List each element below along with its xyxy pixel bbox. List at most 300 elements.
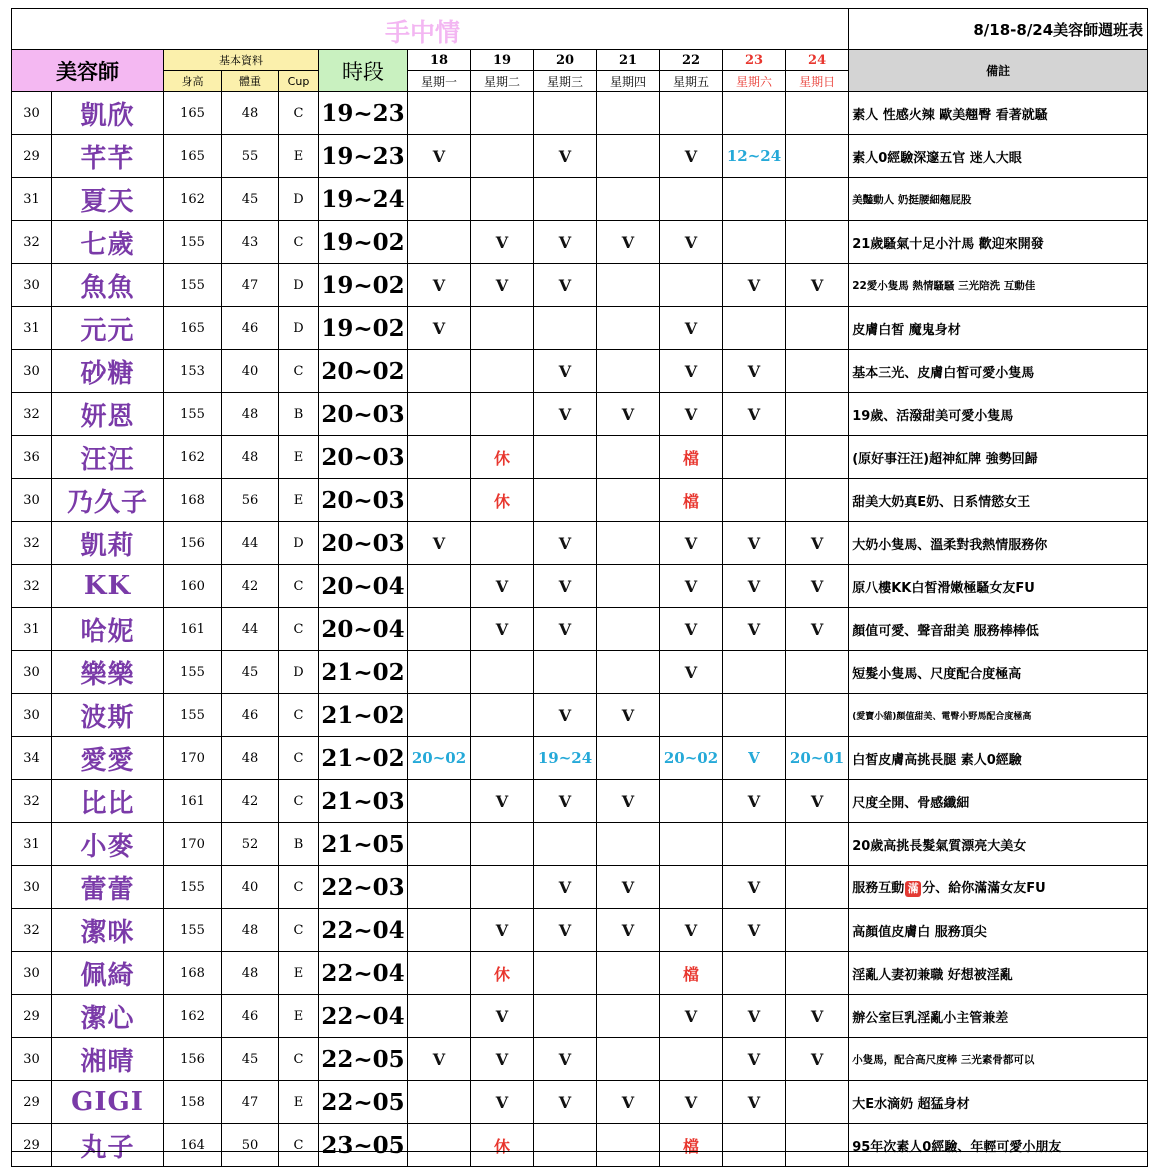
stylist-name: 湘晴 (52, 1038, 164, 1081)
day-cell-23: V (723, 565, 786, 608)
stylist-row (12, 393, 1148, 436)
note-text: 分、給你滿滿女友FU (922, 881, 1046, 897)
stylist-cup: C (279, 608, 319, 651)
stylist-height: 155 (164, 651, 222, 694)
day-cell-23 (723, 479, 786, 522)
day-cell-23: V (723, 995, 786, 1038)
day-cell-24 (786, 479, 849, 522)
day-cell-24: 20~01 (786, 737, 849, 780)
stylist-cup: C (279, 780, 319, 823)
brand-title-cell (12, 9, 849, 50)
day-cell-20 (534, 995, 597, 1038)
stylist-cup: C (279, 909, 319, 952)
stylist-height: 156 (164, 1038, 222, 1081)
stylist-time-slot: 21~05 (319, 823, 408, 866)
stylist-weight: 42 (222, 565, 279, 608)
day-cell-23 (723, 221, 786, 264)
day-cell-18 (408, 823, 471, 866)
stylist-header: 美容師 (12, 50, 164, 92)
day-cell-24 (786, 1124, 849, 1167)
stylist-age: 30 (12, 1038, 52, 1081)
day-cell-23: 12~24 (723, 135, 786, 178)
stylist-name: 魚魚 (52, 264, 164, 307)
stylist-row (12, 479, 1148, 522)
day-cell-24: V (786, 522, 849, 565)
day-cell-20 (534, 1124, 597, 1167)
stylist-height: 158 (164, 1081, 222, 1124)
day-cell-21 (597, 952, 660, 995)
day-cell-22 (660, 92, 723, 135)
stylist-row (12, 307, 1148, 350)
day-cell-23: V (723, 909, 786, 952)
day-cell-20 (534, 823, 597, 866)
day-cell-21 (597, 135, 660, 178)
day-cell-20: V (534, 608, 597, 651)
day-cell-19: V (471, 995, 534, 1038)
day-cell-20: V (534, 694, 597, 737)
day-cell-20: V (534, 264, 597, 307)
stylist-age: 32 (12, 909, 52, 952)
day-cell-21 (597, 565, 660, 608)
stylist-height: 170 (164, 737, 222, 780)
stylist-age: 30 (12, 350, 52, 393)
day-cell-20 (534, 307, 597, 350)
day-cell-24 (786, 92, 849, 135)
stylist-height: 155 (164, 264, 222, 307)
stylist-name: 夏天 (52, 178, 164, 221)
stylist-age: 32 (12, 780, 52, 823)
day-cell-18 (408, 694, 471, 737)
day-cell-21 (597, 436, 660, 479)
weekday-header-thu: 星期四 (597, 71, 660, 92)
day-cell-19 (471, 307, 534, 350)
stylist-row (12, 608, 1148, 651)
stylist-name: 比比 (52, 780, 164, 823)
day-cell-21 (597, 307, 660, 350)
day-cell-20 (534, 92, 597, 135)
stylist-time-slot: 20~04 (319, 565, 408, 608)
notes-header: 備註 (849, 50, 1148, 92)
stylist-cup: D (279, 522, 319, 565)
day-cell-21 (597, 651, 660, 694)
day-cell-24 (786, 178, 849, 221)
stylist-name: 佩綺 (52, 952, 164, 995)
day-cell-18 (408, 1081, 471, 1124)
day-cell-22: 20~02 (660, 737, 723, 780)
day-cell-24 (786, 307, 849, 350)
day-cell-19: 休 (471, 952, 534, 995)
day-cell-23: V (723, 1038, 786, 1081)
stylist-age: 30 (12, 866, 52, 909)
stylist-time-slot: 22~04 (319, 995, 408, 1038)
stylist-time-slot: 20~04 (319, 608, 408, 651)
day-cell-23 (723, 694, 786, 737)
day-cell-20 (534, 178, 597, 221)
day-cell-18: V (408, 307, 471, 350)
day-cell-18 (408, 565, 471, 608)
stylist-note: 甜美大奶真E奶、日系情慾女王 (849, 479, 1148, 522)
stylist-weight: 46 (222, 307, 279, 350)
stylist-time-slot: 22~05 (319, 1038, 408, 1081)
day-cell-22: 檔 (660, 479, 723, 522)
stylist-time-slot: 20~03 (319, 522, 408, 565)
stylist-note: 基本三光、皮膚白皙可愛小隻馬 (849, 350, 1148, 393)
day-cell-22: V (660, 393, 723, 436)
day-cell-24 (786, 694, 849, 737)
stylist-age: 30 (12, 651, 52, 694)
stylist-cup: C (279, 92, 319, 135)
stylist-time-slot: 19~23 (319, 135, 408, 178)
weekday-header-fri: 星期五 (660, 71, 723, 92)
stylist-time-slot: 19~02 (319, 221, 408, 264)
stylist-name: 七歲 (52, 221, 164, 264)
day-cell-20: V (534, 565, 597, 608)
stylist-time-slot: 20~03 (319, 436, 408, 479)
day-cell-22: V (660, 565, 723, 608)
day-cell-20: V (534, 393, 597, 436)
day-cell-19: V (471, 608, 534, 651)
stylist-height: 155 (164, 393, 222, 436)
stylist-weight: 40 (222, 350, 279, 393)
stylist-row (12, 1124, 1148, 1167)
day-cell-18 (408, 651, 471, 694)
day-cell-22: V (660, 1081, 723, 1124)
day-cell-21 (597, 264, 660, 307)
date-header-20: 20 (534, 50, 597, 71)
stylist-height: 161 (164, 608, 222, 651)
stylist-age: 29 (12, 135, 52, 178)
day-cell-19: V (471, 221, 534, 264)
stylist-name: 小麥 (52, 823, 164, 866)
day-cell-22 (660, 780, 723, 823)
stylist-height: 162 (164, 995, 222, 1038)
day-cell-20 (534, 436, 597, 479)
stylist-note: 顏值可愛、聲音甜美 服務棒棒低 (849, 608, 1148, 651)
stylist-age: 32 (12, 393, 52, 436)
stylist-note: 短髮小隻馬、尺度配合度極高 (849, 651, 1148, 694)
stylist-row (12, 178, 1148, 221)
stylist-time-slot: 21~02 (319, 694, 408, 737)
stylist-age: 29 (12, 995, 52, 1038)
stylist-name: 潔咪 (52, 909, 164, 952)
stylist-weight: 45 (222, 178, 279, 221)
stylist-age: 32 (12, 522, 52, 565)
stylist-time-slot: 20~03 (319, 393, 408, 436)
stylist-name: KK (52, 565, 164, 608)
stylist-name: 丸子 (52, 1124, 164, 1167)
stylist-cup: E (279, 436, 319, 479)
stylist-height: 155 (164, 694, 222, 737)
week-range-title: 8/18-8/24美容師週班表 (849, 9, 1148, 50)
day-cell-21: V (597, 221, 660, 264)
day-cell-18 (408, 350, 471, 393)
day-cell-19 (471, 92, 534, 135)
day-cell-24 (786, 221, 849, 264)
stylist-note: 美豔動人 奶挺腰細翹屁股 (849, 178, 1148, 221)
stylist-weight: 44 (222, 522, 279, 565)
stylist-note (849, 866, 1148, 909)
stylist-note: (原好事汪汪)超神紅牌 強勢回歸 (849, 436, 1148, 479)
day-cell-24 (786, 135, 849, 178)
stylist-height: 164 (164, 1124, 222, 1167)
day-cell-19 (471, 737, 534, 780)
day-cell-24: V (786, 608, 849, 651)
stylist-row (12, 522, 1148, 565)
stylist-note: 素人 性感火辣 歐美翹臀 看著就騷 (849, 92, 1148, 135)
day-cell-23 (723, 952, 786, 995)
stylist-height: 155 (164, 909, 222, 952)
day-cell-18 (408, 221, 471, 264)
stylist-note: 20歲高挑長髮氣質漂亮大美女 (849, 823, 1148, 866)
day-cell-21: V (597, 780, 660, 823)
weekly-schedule-table (11, 8, 1148, 1167)
day-cell-24: V (786, 1038, 849, 1081)
day-cell-23: V (723, 393, 786, 436)
stylist-cup: E (279, 479, 319, 522)
stylist-weight: 48 (222, 909, 279, 952)
day-cell-24: V (786, 565, 849, 608)
stylist-note: 尺度全開、骨感纖細 (849, 780, 1148, 823)
day-cell-20: V (534, 1081, 597, 1124)
day-cell-22: V (660, 909, 723, 952)
stylist-weight: 55 (222, 135, 279, 178)
stylist-weight: 40 (222, 866, 279, 909)
day-cell-21 (597, 522, 660, 565)
day-cell-24 (786, 350, 849, 393)
day-cell-18: 20~02 (408, 737, 471, 780)
stylist-cup: D (279, 651, 319, 694)
stylist-row (12, 436, 1148, 479)
stylist-height: 162 (164, 436, 222, 479)
day-cell-23: V (723, 737, 786, 780)
day-cell-19 (471, 651, 534, 694)
day-cell-22 (660, 1038, 723, 1081)
stylist-time-slot: 21~03 (319, 780, 408, 823)
stylist-weight: 45 (222, 651, 279, 694)
stylist-age: 32 (12, 221, 52, 264)
day-cell-18: V (408, 1038, 471, 1081)
stylist-weight: 50 (222, 1124, 279, 1167)
stylist-time-slot: 19~23 (319, 92, 408, 135)
day-cell-18 (408, 780, 471, 823)
day-cell-19: 休 (471, 1124, 534, 1167)
date-header-22: 22 (660, 50, 723, 71)
stylist-note: 大E水滴奶 超猛身材 (849, 1081, 1148, 1124)
stylist-height: 155 (164, 866, 222, 909)
day-cell-18: V (408, 264, 471, 307)
weekday-header-sat: 星期六 (723, 71, 786, 92)
stylist-age: 29 (12, 1081, 52, 1124)
day-cell-24 (786, 952, 849, 995)
day-cell-19: 休 (471, 479, 534, 522)
stylist-time-slot: 21~02 (319, 651, 408, 694)
stylist-row (12, 866, 1148, 909)
day-cell-23 (723, 178, 786, 221)
basic-info-header: 基本資料 (164, 50, 319, 71)
day-cell-20 (534, 479, 597, 522)
stylist-time-slot: 20~02 (319, 350, 408, 393)
stylist-name: 砂糖 (52, 350, 164, 393)
day-cell-21 (597, 350, 660, 393)
stylist-cup: C (279, 350, 319, 393)
day-cell-24 (786, 909, 849, 952)
day-cell-20: V (534, 780, 597, 823)
date-header-23: 23 (723, 50, 786, 71)
day-cell-20: 19~24 (534, 737, 597, 780)
stylist-note: 白皙皮膚高挑長腿 素人0經驗 (849, 737, 1148, 780)
stylist-height: 170 (164, 823, 222, 866)
stylist-name: GIGI (52, 1081, 164, 1124)
stylist-name: 汪汪 (52, 436, 164, 479)
day-cell-21: V (597, 1081, 660, 1124)
stylist-weight: 48 (222, 393, 279, 436)
stylist-cup: C (279, 565, 319, 608)
day-cell-22: V (660, 135, 723, 178)
day-cell-21: V (597, 909, 660, 952)
day-cell-21: V (597, 866, 660, 909)
stylist-weight: 47 (222, 264, 279, 307)
stylist-age: 31 (12, 823, 52, 866)
stylist-name: 波斯 (52, 694, 164, 737)
stylist-weight: 45 (222, 1038, 279, 1081)
day-cell-20: V (534, 350, 597, 393)
day-cell-21 (597, 479, 660, 522)
stylist-note: 22愛小隻馬 熱情騷騷 三光陪洗 互動佳 (849, 264, 1148, 307)
stylist-name: 凱莉 (52, 522, 164, 565)
bottom-rule (11, 1151, 1147, 1152)
stylist-weight: 46 (222, 995, 279, 1038)
stylist-age: 31 (12, 307, 52, 350)
day-cell-22: V (660, 307, 723, 350)
stylist-weight: 43 (222, 221, 279, 264)
stylist-time-slot: 23~05 (319, 1124, 408, 1167)
day-cell-20: V (534, 909, 597, 952)
day-cell-23: V (723, 866, 786, 909)
stylist-note: 大奶小隻馬、溫柔對我熱情服務你 (849, 522, 1148, 565)
note-text: 服務互動 (852, 881, 905, 897)
day-cell-20 (534, 651, 597, 694)
day-cell-24 (786, 1081, 849, 1124)
full-score-badge: 滿 (905, 881, 921, 897)
stylist-name: 蕾蕾 (52, 866, 164, 909)
stylist-row (12, 135, 1148, 178)
day-cell-19: V (471, 909, 534, 952)
day-cell-20: V (534, 221, 597, 264)
day-cell-22: V (660, 221, 723, 264)
stylist-note: 高顏值皮膚白 服務頂尖 (849, 909, 1148, 952)
stylist-time-slot: 21~02 (319, 737, 408, 780)
stylist-age: 31 (12, 608, 52, 651)
weight-header: 體重 (222, 71, 279, 92)
stylist-cup: E (279, 995, 319, 1038)
day-cell-21 (597, 178, 660, 221)
stylist-time-slot: 19~24 (319, 178, 408, 221)
height-header: 身高 (164, 71, 222, 92)
stylist-age: 30 (12, 952, 52, 995)
stylist-time-slot: 22~03 (319, 866, 408, 909)
day-cell-19 (471, 135, 534, 178)
stylist-height: 153 (164, 350, 222, 393)
stylist-height: 165 (164, 135, 222, 178)
stylist-weight: 48 (222, 92, 279, 135)
day-cell-18 (408, 952, 471, 995)
date-header-24: 24 (786, 50, 849, 71)
stylist-weight: 48 (222, 737, 279, 780)
stylist-name: 乃久子 (52, 479, 164, 522)
stylist-name: 愛愛 (52, 737, 164, 780)
stylist-time-slot: 22~04 (319, 909, 408, 952)
day-cell-18 (408, 178, 471, 221)
stylist-cup: D (279, 264, 319, 307)
day-cell-19 (471, 694, 534, 737)
day-cell-22: 檔 (660, 952, 723, 995)
day-cell-22 (660, 823, 723, 866)
stylist-height: 168 (164, 479, 222, 522)
stylist-weight: 52 (222, 823, 279, 866)
day-cell-22: 檔 (660, 1124, 723, 1167)
day-cell-18 (408, 92, 471, 135)
cup-header: Cup (279, 71, 319, 92)
day-cell-19: 休 (471, 436, 534, 479)
stylist-cup: C (279, 1124, 319, 1167)
day-cell-23: V (723, 264, 786, 307)
day-cell-21 (597, 737, 660, 780)
day-cell-23 (723, 823, 786, 866)
stylist-cup: C (279, 737, 319, 780)
day-cell-20: V (534, 135, 597, 178)
stylist-note: 素人0經驗深邃五官 迷人大眼 (849, 135, 1148, 178)
stylist-cup: E (279, 135, 319, 178)
stylist-row (12, 1081, 1148, 1124)
day-cell-21 (597, 1124, 660, 1167)
day-cell-18 (408, 909, 471, 952)
stylist-row (12, 909, 1148, 952)
stylist-row (12, 350, 1148, 393)
stylist-cup: C (279, 866, 319, 909)
date-header-18: 18 (408, 50, 471, 71)
stylist-note: 淫亂人妻初兼職 好想被淫亂 (849, 952, 1148, 995)
stylist-time-slot: 22~04 (319, 952, 408, 995)
stylist-note: 辦公室巨乳淫亂小主管兼差 (849, 995, 1148, 1038)
day-cell-19: V (471, 1081, 534, 1124)
stylist-weight: 44 (222, 608, 279, 651)
weekday-header-sun: 星期日 (786, 71, 849, 92)
day-cell-20: V (534, 522, 597, 565)
stylist-name: 妍恩 (52, 393, 164, 436)
day-cell-21 (597, 823, 660, 866)
day-cell-22: V (660, 522, 723, 565)
day-cell-19 (471, 178, 534, 221)
stylist-note: (愛寶小貓)顏值甜美、電臀小野馬配合度極高 (849, 694, 1148, 737)
day-cell-20 (534, 952, 597, 995)
day-cell-22: V (660, 608, 723, 651)
day-cell-24 (786, 866, 849, 909)
stylist-row (12, 565, 1148, 608)
stylist-time-slot: 19~02 (319, 307, 408, 350)
stylist-height: 155 (164, 221, 222, 264)
stylist-height: 168 (164, 952, 222, 995)
day-cell-22: 檔 (660, 436, 723, 479)
stylist-row (12, 651, 1148, 694)
day-cell-18 (408, 393, 471, 436)
day-cell-24 (786, 823, 849, 866)
day-cell-20: V (534, 1038, 597, 1081)
day-cell-19 (471, 522, 534, 565)
stylist-age: 30 (12, 264, 52, 307)
stylist-name: 樂樂 (52, 651, 164, 694)
day-cell-18: V (408, 522, 471, 565)
stylist-row (12, 221, 1148, 264)
